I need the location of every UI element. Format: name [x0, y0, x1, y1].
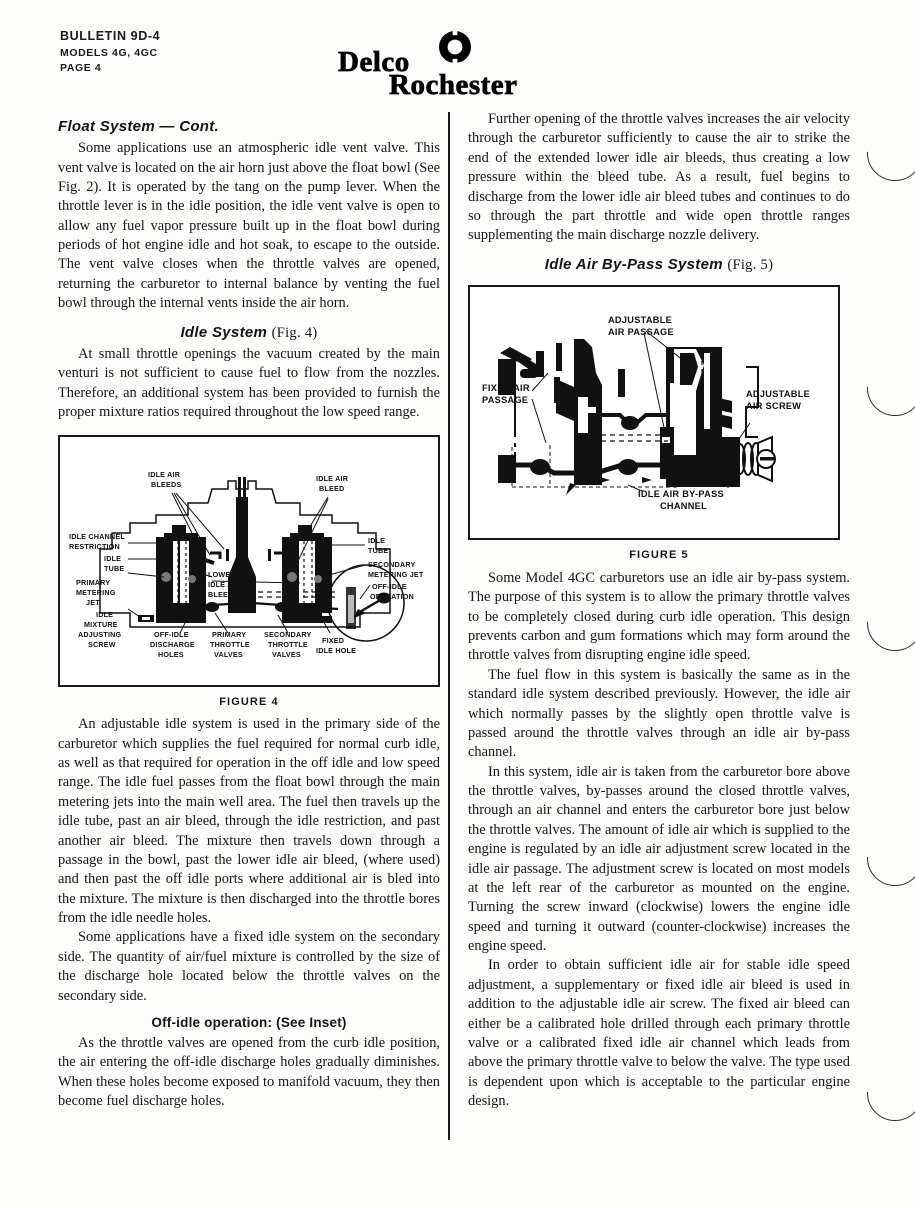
figure-4-frame [58, 435, 440, 687]
paragraph-float-system: Some applications use an atmospheric idle vent valve. This vent valve is located on the air horn just above the float bowl (See Fig. 2). It is operated by the tang on the pump lever. When the throttle lever is in the idle position, the idle vent valve is open to allow any fuel vapor pressure built up in the float bowl during periods of hot engine idle and hot soak, to escape to the outside. The vent valve closes when the throttle valves are opened, returning the carburetor to internal balance by venting the fuel bowl through the internal vents inside the air horn. [58, 140, 440, 312]
binder-punch-hole [867, 830, 915, 886]
svg-text:METERING JET: METERING JET [368, 569, 424, 579]
paragraph-adjustable-idle-system: An adjustable idle system is used in the primary side of the carburetor which supplies the fuel required for normal curb idle, as well as that required for operation in the off idle and low speed range. The idle fuel passes from the float bowl through the main metering jets into the main well area. The fuel then travels up the idle tube, past an air bleed, through the idle restriction, and past another air bleed. The mixture then travels down through a passage in the bowl, past the lower idle air bleed, (where used) and then past the off idle ports where additional air is bled into the mixture. The mixture is then discharged into the throttle bores from the idle needle holes. [58, 716, 440, 927]
svg-text:TUBE: TUBE [368, 545, 389, 555]
svg-text:METERING: METERING [76, 587, 116, 597]
svg-text:IDLE CHANNEL: IDLE CHANNEL [69, 531, 125, 541]
svg-text:MIXTURE: MIXTURE [84, 619, 118, 629]
figure-4-label-idle-air-bleeds [148, 470, 181, 489]
paragraph-in-order-to-obtain: In order to obtain sufficient idle air for stable idle speed adjustment, a supplementary or fixed idle air bleed is used in addition to the adjustable idle air screw. The fixed air bleed can either be a calibrated hole drilled through each primary throttle valve or a calibrated fixed idle air channel which leads from above the primary throttle valve to below the valve. The type used is dependent upon which is acceptable to the particular engine design. [468, 957, 850, 1110]
svg-text:IDLE AIR BY-PASS: IDLE AIR BY-PASS [638, 489, 724, 500]
paragraph-fuel-flow: The fuel flow in this system is basically the same as in the standard idle system described previously. However, the idle air which normally passes by the slightly open throttle valve is passed around the throttle valves through an idle air by-pass channel. [468, 666, 850, 761]
svg-text:BLEEDS: BLEEDS [151, 479, 182, 489]
heading-idle-system-figref: (Fig. 4) [271, 324, 318, 341]
paragraph-idle-intro: At small throttle openings the vacuum created by the main venturi is not sufficient to cause fuel to flow from the nozzles. Therefore, an additional system has been provided to furnish the proper mixture ratios required throughout the low speed range. [58, 346, 440, 421]
svg-text:OPERATION: OPERATION [370, 591, 414, 601]
svg-text:SECONDARY: SECONDARY [368, 559, 416, 569]
figure-4-carburetor-idle-system-diagram [60, 437, 438, 685]
svg-text:ADJUSTABLE: ADJUSTABLE [608, 315, 673, 326]
heading-idle-air-bypass-label: Idle Air By-Pass System [544, 255, 723, 273]
svg-text:AIR SCREW: AIR SCREW [746, 401, 802, 412]
paragraph-further-opening: Further opening of the throttle valves increases the air velocity through the carburetor sufficiently to cause the air to strike the end of the extended lower idle air bleeds, thus creating a low pressure within the bleed tube. As a result, fuel begins to discharge from the lower idle air bleed tubes and continues to do so through the part throttle and wide open throttle ranges supplementing the main discharge nozzle delivery. [468, 111, 850, 244]
paragraph-fixed-idle-system: Some applications have a fixed idle system on the secondary side. The quantity of air/fuel mixture is controlled by the size of the discharge hole located below the throttle valves on the secondary side. [58, 929, 440, 1004]
svg-text:RESTRICTION: RESTRICTION [69, 541, 120, 551]
svg-text:CHANNEL: CHANNEL [660, 501, 708, 512]
svg-text:OFF-IDLE: OFF-IDLE [154, 629, 189, 639]
figure-4-caption: FIGURE 4 [219, 695, 279, 708]
svg-text:IDLE HOLE: IDLE HOLE [316, 645, 357, 655]
ring-notch-icon [438, 30, 472, 64]
svg-text:JET: JET [86, 597, 100, 607]
figure-5-frame [468, 285, 840, 540]
svg-text:SECONDARY: SECONDARY [264, 629, 312, 639]
svg-text:ADJUSTABLE: ADJUSTABLE [746, 389, 811, 400]
svg-text:TUBE: TUBE [104, 563, 125, 573]
svg-text:IDLE AIR: IDLE AIR [148, 469, 181, 479]
figure-4-label-idle-air-bleed [316, 474, 349, 493]
binder-punch-hole [867, 1065, 915, 1121]
svg-text:IDLE AIR: IDLE AIR [316, 473, 349, 483]
svg-text:ADJUSTING: ADJUSTING [78, 629, 122, 639]
svg-text:IDLE: IDLE [368, 535, 386, 545]
svg-text:SCREW: SCREW [88, 639, 116, 649]
heading-idle-air-bypass-figref: (Fig. 5) [727, 256, 774, 273]
svg-text:BLEED: BLEED [319, 483, 345, 493]
svg-text:FIXED AIR: FIXED AIR [482, 383, 530, 394]
svg-text:PRIMARY: PRIMARY [212, 629, 247, 639]
heading-idle-system-label: Idle System [180, 323, 268, 341]
svg-text:OFF-IDLE: OFF-IDLE [372, 581, 407, 591]
svg-text:IDLE: IDLE [104, 553, 122, 563]
binder-punch-hole [867, 125, 915, 181]
bulletin-number: BULLETIN 9D-4 [60, 29, 161, 43]
svg-text:PRIMARY: PRIMARY [76, 577, 111, 587]
figure-5-caption: FIGURE 5 [629, 549, 689, 562]
bulletin-page-number: PAGE 4 [60, 61, 102, 74]
svg-text:THROTTLE: THROTTLE [210, 639, 250, 649]
heading-idle-air-bypass-system [468, 255, 850, 276]
heading-float-system: Float System — Cont. [58, 118, 220, 135]
svg-text:IDLE: IDLE [96, 609, 114, 619]
left-text-column [58, 110, 440, 1112]
heading-idle-system [58, 323, 440, 344]
masthead [0, 0, 915, 100]
figure-5-idle-air-bypass-diagram [470, 287, 838, 538]
bulletin-identifier-block [60, 28, 160, 76]
binder-punch-hole [867, 595, 915, 651]
logo-text-delco: Delco [338, 46, 410, 78]
svg-text:FIXED: FIXED [322, 635, 345, 645]
paragraph-some-model-4gc: Some Model 4GC carburetors use an idle air by-pass system. The purpose of this system is to allow the primary throttle valves to be completely closed during curb idle operation. This design prevents carbon and gum formations which may form around the throttle valves from disrupting engine idle speed. [468, 569, 850, 664]
binder-punch-hole [867, 360, 915, 416]
svg-text:VALVES: VALVES [272, 649, 301, 659]
paragraph-off-idle-operation: As the throttle valves are opened from the curb idle position, the air entering the off-idle discharge holes gradually diminishes. When these holes become exposed to manifold vacuum, they then become fuel discharge holes. [58, 1035, 440, 1110]
svg-text:LOWER: LOWER [208, 569, 236, 579]
svg-text:VALVES: VALVES [214, 649, 243, 659]
svg-text:DISCHARGE: DISCHARGE [150, 639, 195, 649]
svg-text:AIR PASSAGE: AIR PASSAGE [608, 327, 674, 338]
bulletin-models: MODELS 4G, 4GC [60, 46, 158, 59]
column-divider-rule [448, 112, 450, 1140]
subheading-off-idle-operation: Off-idle operation: (See Inset) [151, 1014, 347, 1030]
delco-rochester-logo [332, 30, 582, 101]
svg-text:BLEEDS: BLEEDS [208, 589, 239, 599]
svg-text:PASSAGE: PASSAGE [482, 395, 529, 406]
right-text-column [468, 110, 850, 1111]
svg-text:IDLE AIR: IDLE AIR [208, 579, 241, 589]
logo-text-rochester: Rochester [389, 69, 518, 101]
paragraph-in-this-system: In this system, idle air is taken from the carburetor bore above the throttle valves, by-passes around the closed throttle valves, through an air channel and enters the carburetor bore just below the throttle valves. The amount of idle air which is supplied to the engine is regulated by an idle air adjustment screw located in the idle air passage. The adjustment screw is located on most models at the left rear of the carburetor as mounted on the engine. Turning the screw inward (clockwise) lowers the engine idle speed and turning it outward (counter-clockwise) increases the engine speed. [468, 763, 850, 955]
svg-text:THROTTLE: THROTTLE [268, 639, 308, 649]
svg-text:HOLES: HOLES [158, 649, 184, 659]
figure-4-label-idle-channel-restriction [69, 532, 125, 551]
